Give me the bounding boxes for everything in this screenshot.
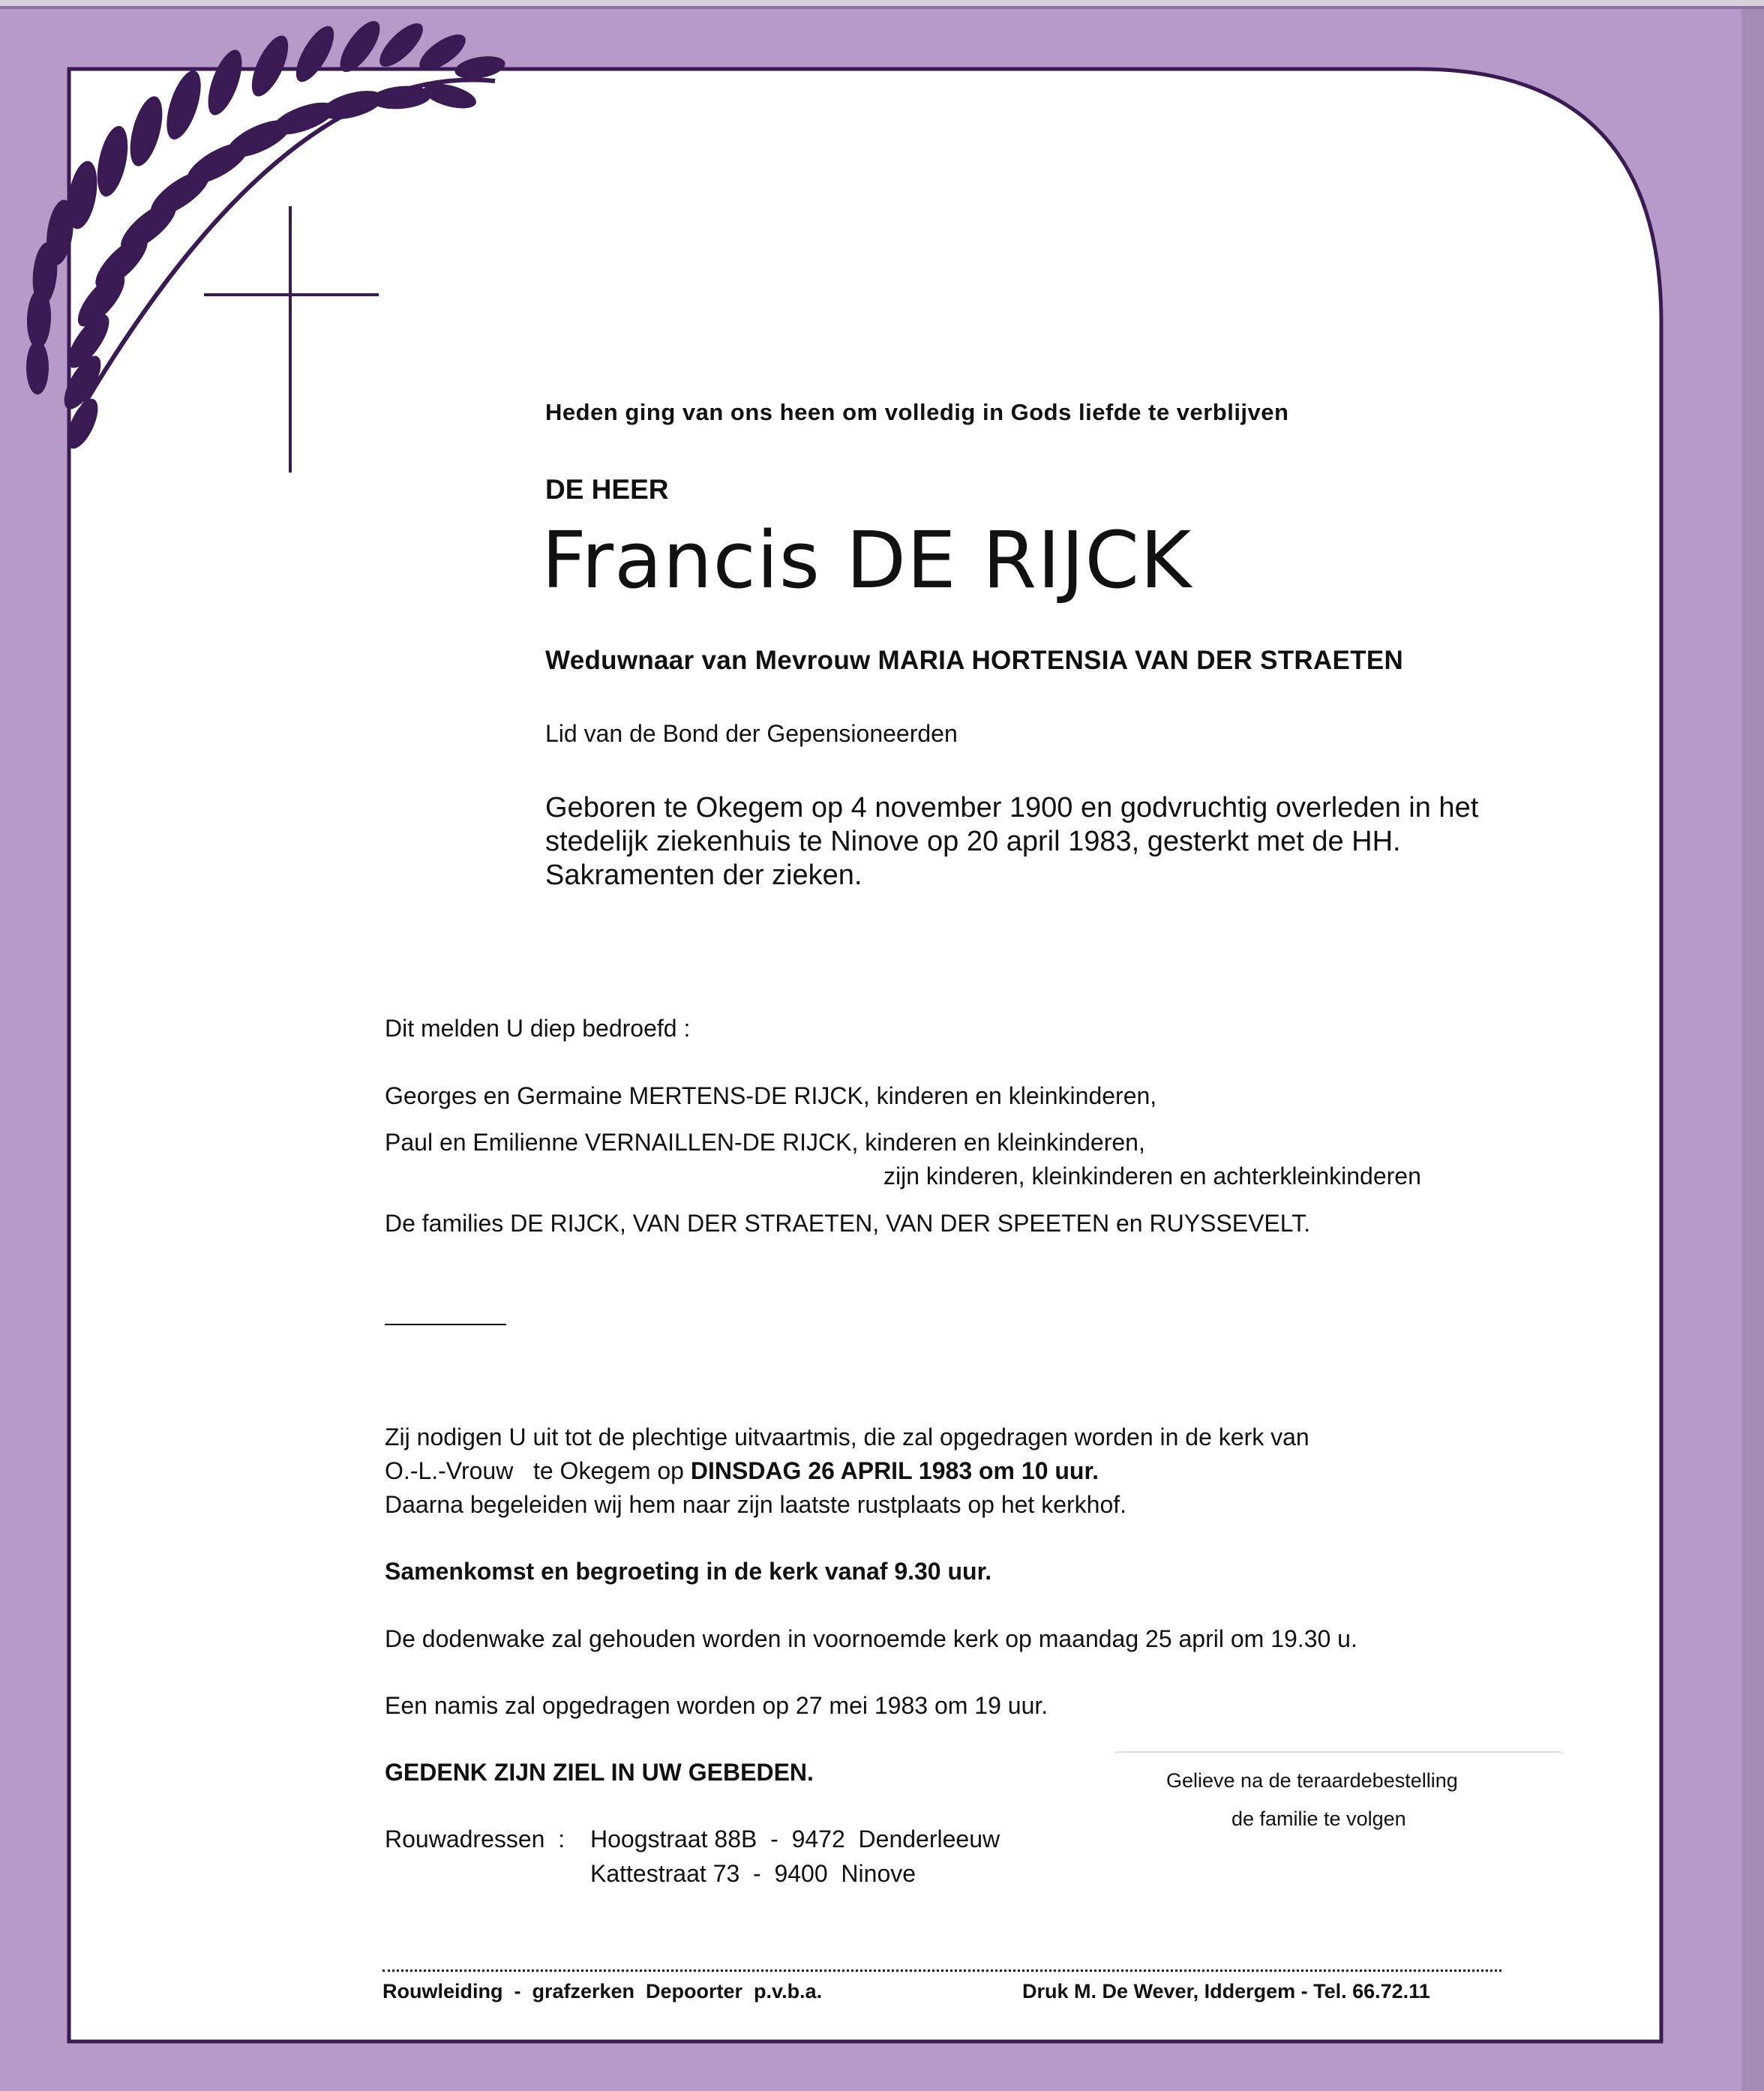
funeral-line [385, 1457, 1099, 1485]
funeral-date: DINSDAG 26 APRIL 1983 om 10 uur. [690, 1457, 1100, 1484]
section-divider [385, 1324, 506, 1325]
gathering-line: Samenkomst en begroeting in de kerk vanaf 9.30 uur. [385, 1558, 992, 1585]
birth-death-paragraph: Geboren te Okegem op 4 november 1900 en godvruchtig overleden in het stedelijk ziekenhuis te Ninove op 20 april 1983, gesterkt met de HH. Sakramenten der zieken. [545, 792, 1479, 891]
address-line: Hoogstraat 88B - 9472 Denderleeuw [590, 1826, 1000, 1852]
address-line: Kattestraat 73 - 9400 Ninove [590, 1860, 916, 1887]
footer-divider [382, 1970, 1502, 1972]
family-line: Georges en Germaine MERTENS-DE RIJCK, kinderen en kleinkinderen, [385, 1082, 1157, 1109]
deceased-name: Francis DE RIJCK [542, 514, 1192, 606]
honorific-title: DE HEER [545, 474, 669, 505]
wake-line: De dodenwake zal gehouden worden in voornoemde kerk op maandag 25 april om 19.30 u. [385, 1625, 1358, 1652]
note-line: Gelieve na de teraardebestelling [1166, 1769, 1458, 1792]
widower-line: Weduwnaar van Mevrouw MARIA HORTENSIA VAN DER STRAETEN [545, 646, 1404, 675]
announcement-line: Dit melden U diep bedroefd : [385, 1015, 691, 1042]
intro-text: Heden ging van ons heen om volledig in Gods liefde te verblijven [545, 399, 1289, 425]
addresses-label: Rouwadressen : [385, 1826, 566, 1852]
footer-undertaker: Rouwleiding - grafzerken Depoorter p.v.b.a. [382, 1980, 823, 2002]
membership-line: Lid van de Bond der Gepensioneerden [545, 720, 958, 747]
family-line: De families DE RIJCK, VAN DER STRAETEN, VAN DER SPEETEN en RUYSSEVELT. [385, 1210, 1311, 1237]
funeral-place: O.-L.-Vrouw te Okegem op [385, 1457, 691, 1484]
note-slip [1114, 1751, 1564, 1843]
remember-line: GEDENK ZIJN ZIEL IN UW GEBEDEN. [385, 1759, 814, 1786]
funeral-line: Zij nodigen U uit tot de plechtige uitvaartmis, die zal opgedragen worden in de kerk van [385, 1424, 1310, 1450]
mass-line: Een namis zal opgedragen worden op 27 mei 1983 om 19 uur. [385, 1692, 1048, 1719]
funeral-line: Daarna begeleiden wij hem naar zijn laatste rustplaats op het kerkhof. [385, 1491, 1127, 1518]
footer-printer: Druk M. De Wever, Iddergem - Tel. 66.72.11 [1022, 1980, 1430, 2002]
family-line: zijn kinderen, kleinkinderen en achterkleinkinderen [884, 1162, 1421, 1190]
family-line: Paul en Emilienne VERNAILLEN-DE RIJCK, kinderen en kleinkinderen, [385, 1129, 1145, 1156]
note-line: de familie te volgen [1232, 1808, 1406, 1830]
